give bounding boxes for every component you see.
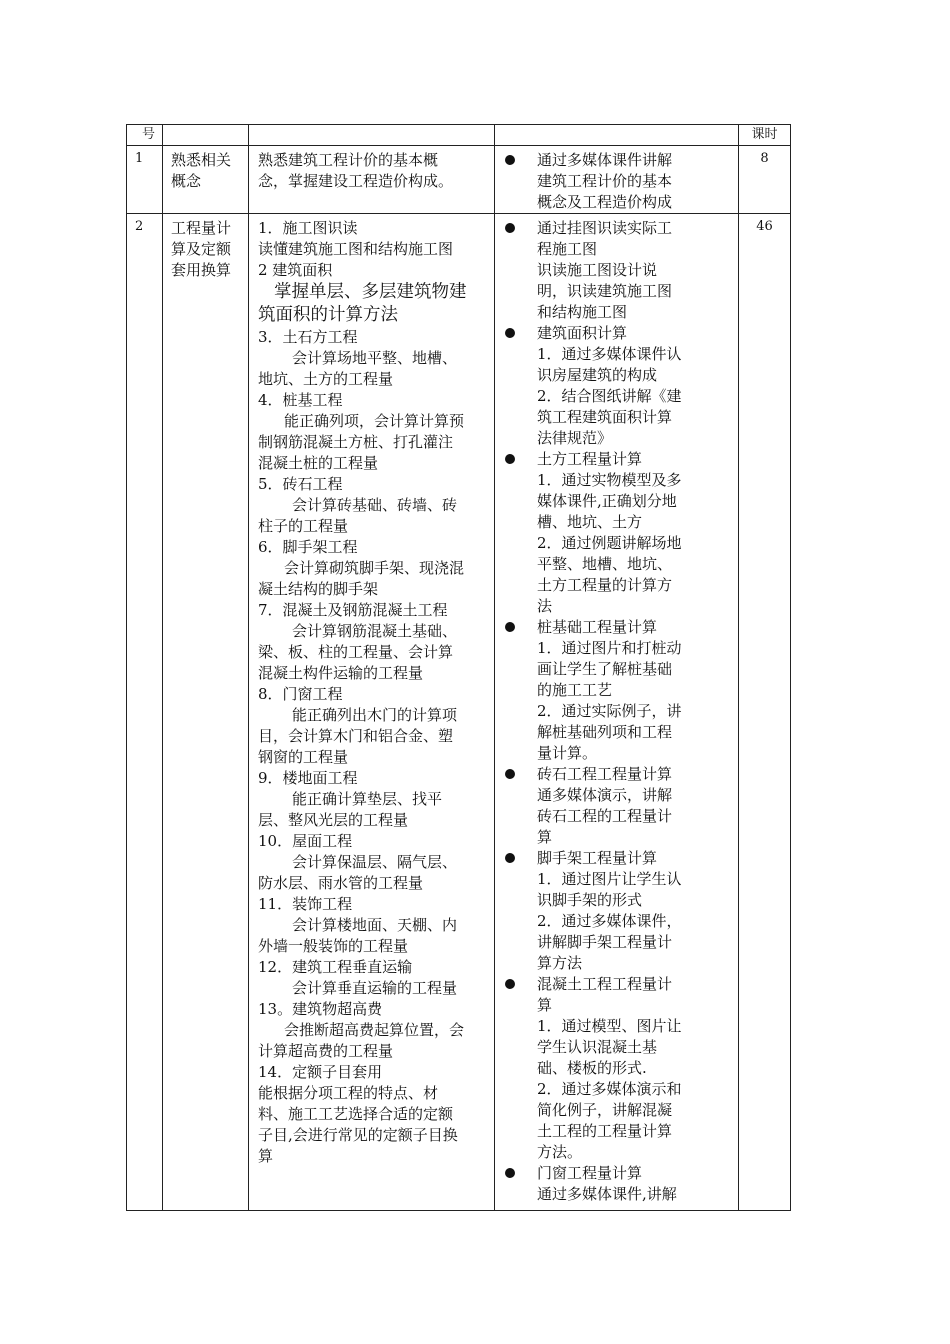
goal-line: 会计算砖基础、砖墙、砖 xyxy=(292,496,458,514)
bullet-dot-icon xyxy=(505,223,515,233)
method-line: 识房屋建筑的构成 xyxy=(537,366,658,384)
table-row xyxy=(127,214,791,1211)
bullet-dot-icon xyxy=(505,155,515,165)
method-line: 学生认识混凝土基 xyxy=(537,1038,658,1056)
row-num: 1 xyxy=(127,146,163,214)
method-line: 1．通过模型、图片让 xyxy=(537,1017,682,1035)
method-bullet-text: 建筑面积计算 xyxy=(537,324,628,342)
method-line: 建筑工程计价的基本 xyxy=(537,172,673,190)
table-header-row xyxy=(127,125,791,146)
header-teach xyxy=(495,125,739,146)
goal-line: 目，会计算木门和铝合金、塑 xyxy=(258,727,454,745)
goal-line: 能正确计算垫层、找平 xyxy=(292,790,443,808)
goal-line: 读懂建筑施工图和结构施工图 xyxy=(258,240,454,258)
method-line: 法 xyxy=(537,597,553,615)
goal-line: 制钢筋混凝土方桩、打孔灌注 xyxy=(258,433,454,451)
method-bullet-item xyxy=(503,1163,732,1184)
goal-line: 梁、板、柱的工程量、会计算 xyxy=(258,643,454,661)
goal-line: 子目,会进行常见的定额子目换 xyxy=(258,1126,458,1144)
method-line: 明，识读建筑施工图 xyxy=(537,282,673,300)
method-bullet-item xyxy=(503,617,732,638)
method-line: 算 xyxy=(537,828,553,846)
bullet-dot-icon xyxy=(505,853,515,863)
goal-line: 会计算场地平整、地槽、 xyxy=(292,349,458,367)
row-name xyxy=(163,146,249,214)
method-bullet-item xyxy=(503,150,732,171)
goal-line: 9．楼地面工程 xyxy=(258,769,358,787)
goal-line: 防水层、雨水管的工程量 xyxy=(258,874,424,892)
method-line: 解桩基础列项和工程 xyxy=(537,723,673,741)
method-line: 1．通过实物模型及多 xyxy=(537,471,682,489)
method-bullet-item xyxy=(503,974,732,995)
method-line: 2．通过多媒体演示和 xyxy=(537,1080,682,1098)
goal-line: 5．砖石工程 xyxy=(258,475,343,493)
method-line: 和结构施工图 xyxy=(537,303,628,321)
header-goal xyxy=(249,125,495,146)
goal-line: 4．桩基工程 xyxy=(258,391,343,409)
goal-line: 算 xyxy=(258,1147,274,1165)
goal-line: 7．混凝土及钢筋混凝土工程 xyxy=(258,601,448,619)
method-line: 砖石工程的工程量计 xyxy=(537,807,673,825)
course-table xyxy=(126,124,791,1211)
method-line: 2．通过例题讲解场地 xyxy=(537,534,682,552)
row-teach xyxy=(495,214,739,1211)
method-line: 1．通过图片和打桩动 xyxy=(537,639,682,657)
method-line: 通多媒体演示，讲解 xyxy=(537,786,673,804)
header-hours: 课时 xyxy=(739,125,791,146)
method-bullet-text: 门窗工程量计算 xyxy=(537,1164,643,1182)
method-line: 识读施工图设计说 xyxy=(537,261,658,279)
goal-line: 熟悉建筑工程计价的基本概 xyxy=(258,151,439,169)
goal-line: 11．装饰工程 xyxy=(258,895,353,913)
row-teach xyxy=(495,146,739,214)
method-line: 媒体课件,正确划分地 xyxy=(537,492,677,510)
method-line: 的施工工艺 xyxy=(537,681,613,699)
method-bullet-text: 桩基础工程量计算 xyxy=(537,618,658,636)
bullet-dot-icon xyxy=(505,769,515,779)
name-line: 工程量计 xyxy=(171,219,232,237)
method-line: 2．通过多媒体课件， xyxy=(537,912,682,930)
goal-line: 料、施工工艺选择合适的定额 xyxy=(258,1105,454,1123)
method-bullet-text: 脚手架工程量计算 xyxy=(537,849,658,867)
goal-line: 会计算砌筑脚手架、现浇混 xyxy=(284,559,465,577)
goal-line: 13。建筑物超高费 xyxy=(258,1000,383,1018)
goal-line: 3．土石方工程 xyxy=(258,328,358,346)
goal-line: 掌握单层、多层建筑物建 xyxy=(274,282,467,302)
method-line: 识脚手架的形式 xyxy=(537,891,643,909)
goal-line: 计算超高费的工程量 xyxy=(258,1042,394,1060)
goal-line: 会推断超高费起算位置，会 xyxy=(284,1021,465,1039)
row-hours: 8 xyxy=(739,146,791,214)
method-bullet-item xyxy=(503,449,732,470)
method-line: 方法。 xyxy=(537,1143,583,1161)
method-line: 筑工程建筑面积计算 xyxy=(537,408,673,426)
method-bullet-text: 混凝土工程工程量计 xyxy=(537,975,673,993)
goal-line: 外墙一般装饰的工程量 xyxy=(258,937,409,955)
method-bullet-item xyxy=(503,764,732,785)
goal-line: 12．建筑工程垂直运输 xyxy=(258,958,413,976)
header-name xyxy=(163,125,249,146)
goal-line: 钢窗的工程量 xyxy=(258,748,349,766)
goal-line: 地坑、土方的工程量 xyxy=(258,370,394,388)
goal-line: 8．门窗工程 xyxy=(258,685,343,703)
goal-line: 会计算楼地面、天棚、内 xyxy=(292,916,458,934)
method-line: 槽、地坑、土方 xyxy=(537,513,643,531)
goal-line: 混凝土构件运输的工程量 xyxy=(258,664,424,682)
goal-line: 凝土结构的脚手架 xyxy=(258,580,379,598)
method-line: 画让学生了解桩基础 xyxy=(537,660,673,678)
method-line: 2．通过实际例子，讲 xyxy=(537,702,682,720)
method-line: 2．结合图纸讲解《建 xyxy=(537,387,682,405)
method-bullet-text: 土方工程量计算 xyxy=(537,450,643,468)
goal-line: 筑面积的计算方法 xyxy=(258,305,398,325)
method-line: 简化例子，讲解混凝 xyxy=(537,1101,673,1119)
row-hours: 46 xyxy=(739,214,791,1211)
method-line: 量计算。 xyxy=(537,744,598,762)
goal-line: 6．脚手架工程 xyxy=(258,538,358,556)
bullet-dot-icon xyxy=(505,622,515,632)
goal-line: 能正确列出木门的计算项 xyxy=(292,706,458,724)
goal-line: 念，掌握建设工程造价构成。 xyxy=(258,172,454,190)
goal-line: 1．施工图识读 xyxy=(258,219,358,237)
goal-line: 10．屋面工程 xyxy=(258,832,353,850)
goal-line: 2 建筑面积 xyxy=(258,261,333,279)
bullet-dot-icon xyxy=(505,328,515,338)
row-goal xyxy=(249,214,495,1211)
method-bullet-text: 通过多媒体课件讲解 xyxy=(537,151,673,169)
name-line: 熟悉相关 xyxy=(171,151,232,169)
goal-line: 混凝土桩的工程量 xyxy=(258,454,379,472)
method-line: 讲解脚手架工程量计 xyxy=(537,933,673,951)
bullet-dot-icon xyxy=(505,979,515,989)
goal-line: 14．定额子目套用 xyxy=(258,1063,383,1081)
table-row xyxy=(127,146,791,214)
method-line: 1．通过多媒体课件认 xyxy=(537,345,682,363)
method-bullet-item xyxy=(503,323,732,344)
name-line: 算及定额 xyxy=(171,240,232,258)
name-line: 套用换算 xyxy=(171,261,232,279)
method-line: 概念及工程造价构成 xyxy=(537,193,673,211)
method-line: 程施工图 xyxy=(537,240,598,258)
method-line: 土工程的工程量计算 xyxy=(537,1122,673,1140)
goal-line: 能根据分项工程的特点、材 xyxy=(258,1084,439,1102)
goal-line: 能正确列项，会计算计算预 xyxy=(284,412,465,430)
method-line: 平整、地槽、地坑、 xyxy=(537,555,673,573)
row-goal xyxy=(249,146,495,214)
name-line: 概念 xyxy=(171,172,202,190)
method-line: 通过多媒体课件,讲解 xyxy=(537,1185,677,1203)
goal-line: 柱子的工程量 xyxy=(258,517,349,535)
goal-line: 会计算垂直运输的工程量 xyxy=(292,979,458,997)
row-name xyxy=(163,214,249,1211)
header-num: 号 xyxy=(127,125,163,146)
method-bullet-text: 砖石工程工程量计算 xyxy=(537,765,673,783)
method-line: 算 xyxy=(537,996,553,1014)
method-line: 土方工程量的计算方 xyxy=(537,576,673,594)
goal-line: 会计算保温层、隔气层、 xyxy=(292,853,458,871)
method-line: 法律规范》 xyxy=(537,429,613,447)
method-line: 算方法 xyxy=(537,954,583,972)
method-line: 1．通过图片让学生认 xyxy=(537,870,682,888)
goal-line: 层、整风光层的工程量 xyxy=(258,811,409,829)
method-bullet-item xyxy=(503,218,732,239)
method-line: 础、楼板的形式. xyxy=(537,1059,647,1077)
goal-line: 会计算钢筋混凝土基础、 xyxy=(292,622,458,640)
bullet-dot-icon xyxy=(505,454,515,464)
bullet-dot-icon xyxy=(505,1168,515,1178)
method-bullet-text: 通过挂图识读实际工 xyxy=(537,219,673,237)
row-num: 2 xyxy=(127,214,163,1211)
method-bullet-item xyxy=(503,848,732,869)
